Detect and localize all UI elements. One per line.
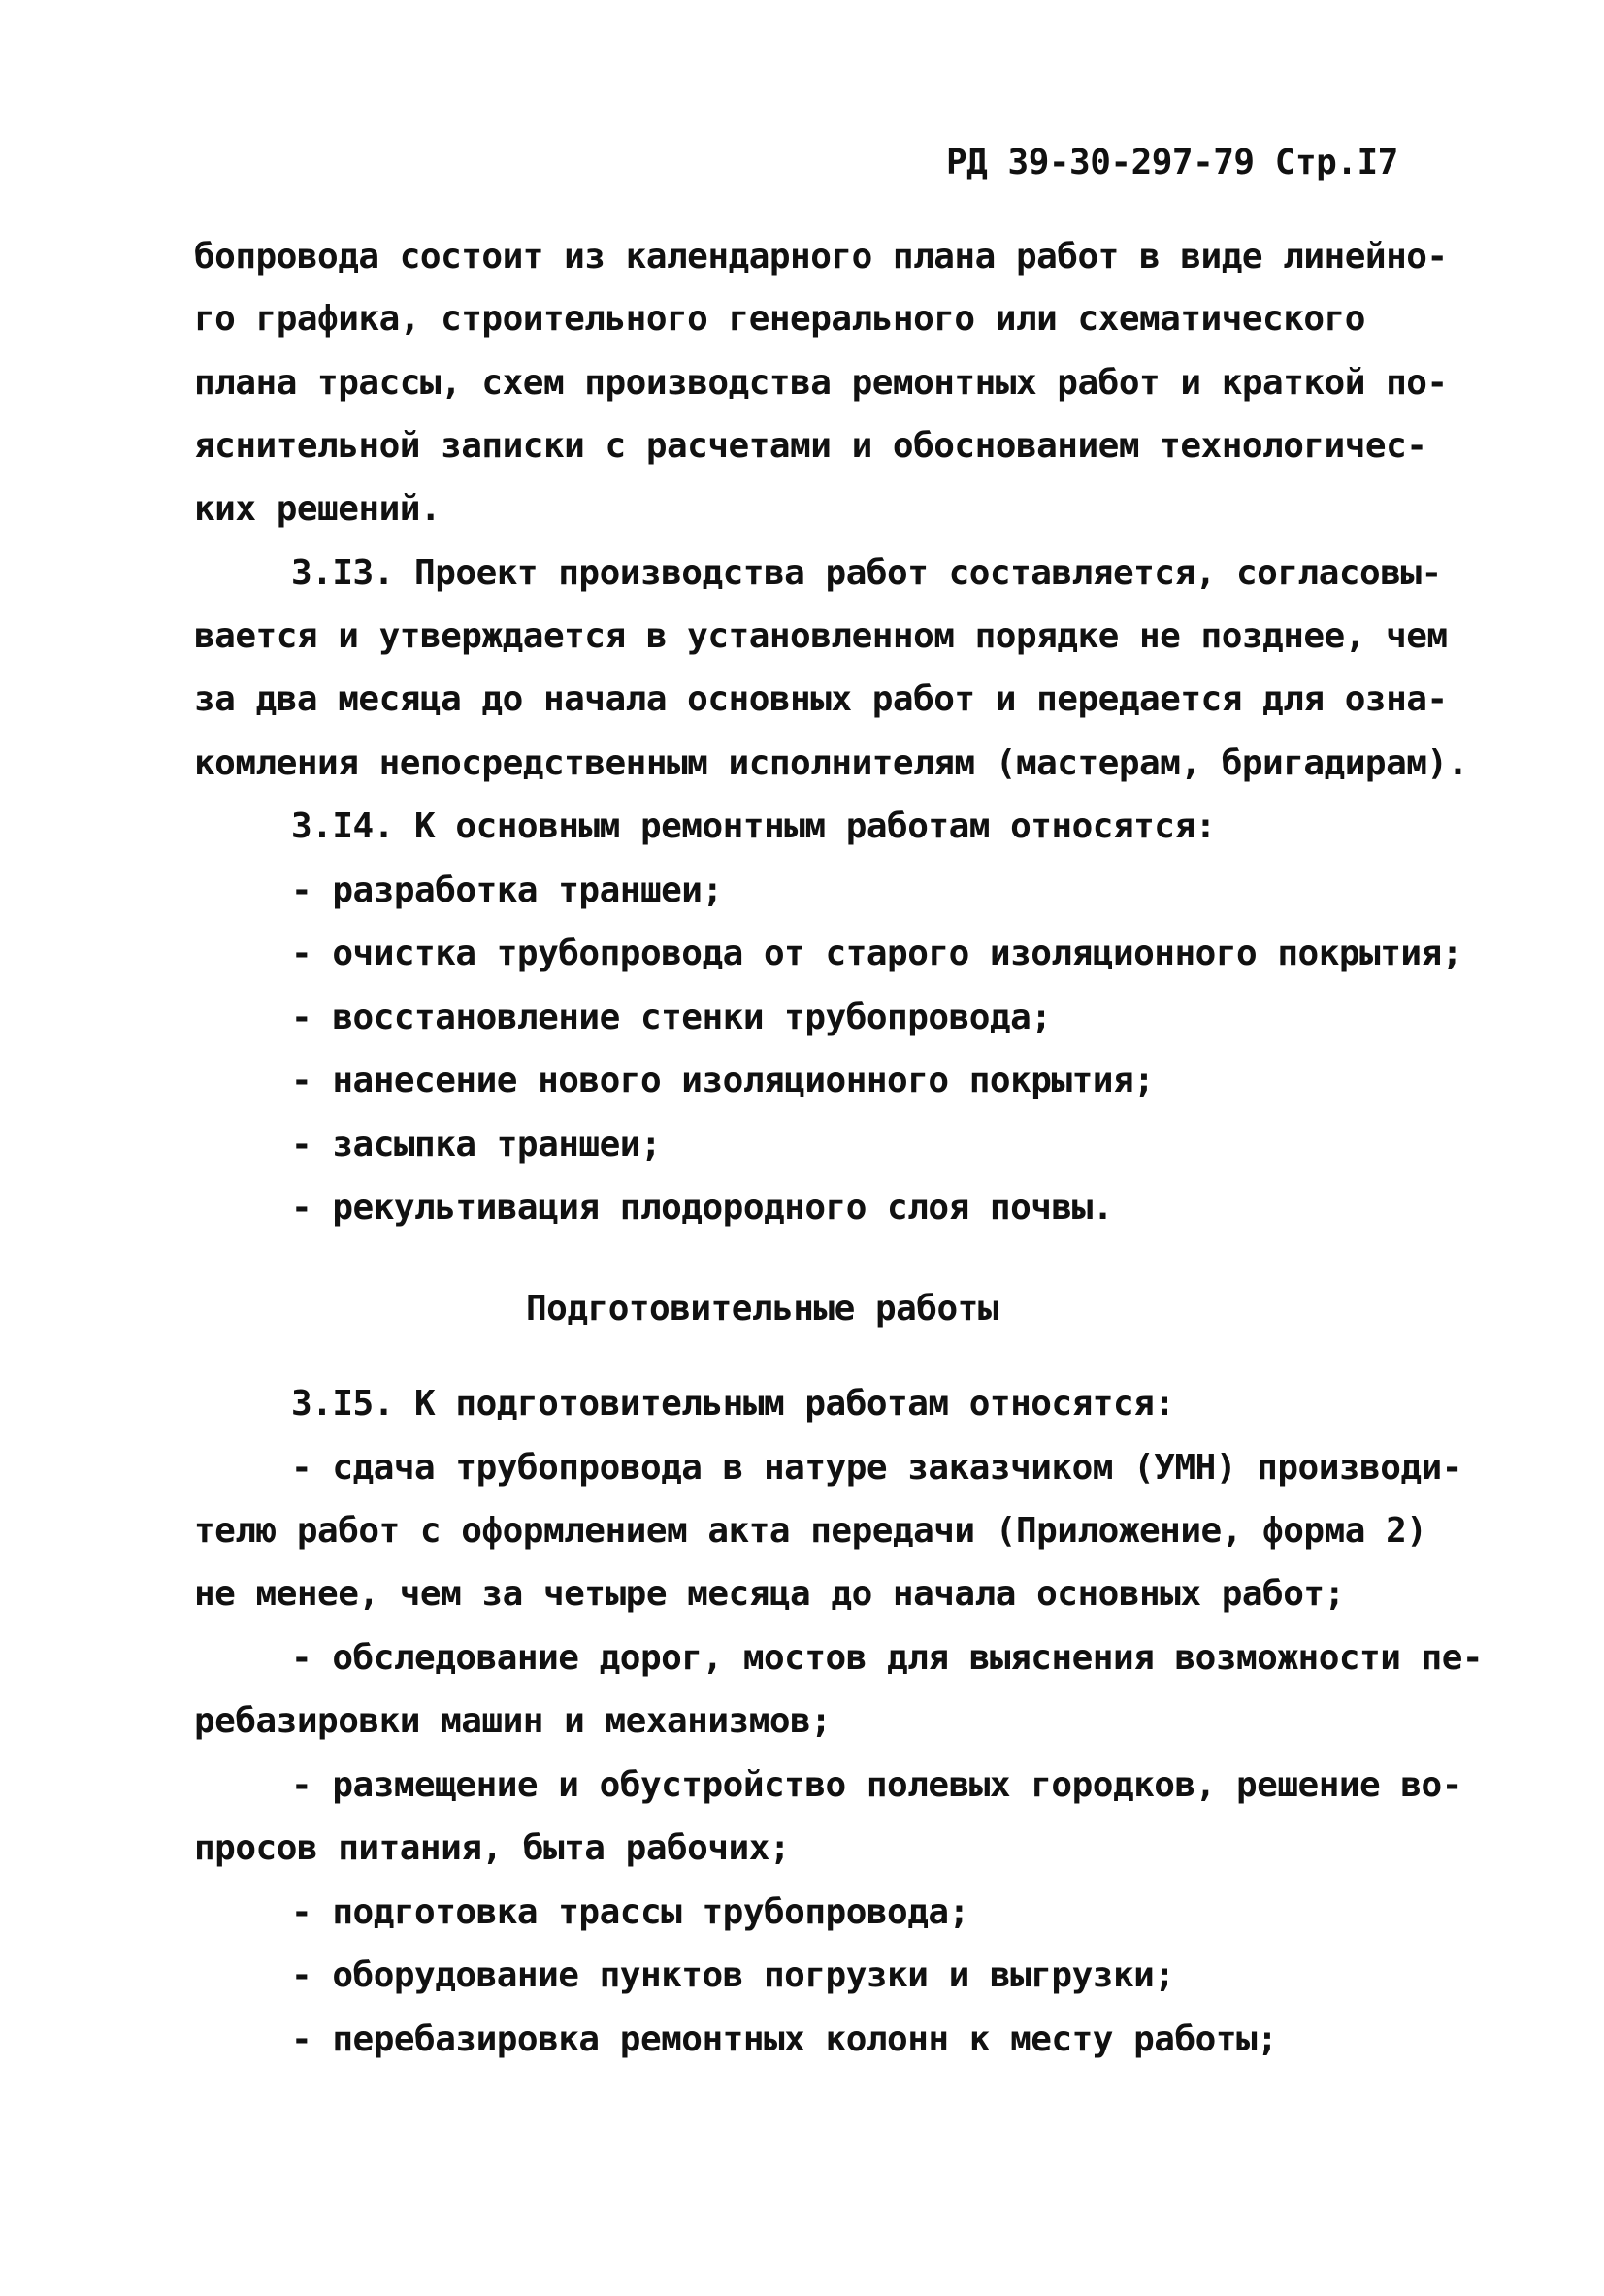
text-line: бопровода состоит из календарного плана работ в виде линейно- [194, 237, 1448, 277]
list-item: - разработка траншеи; [291, 870, 723, 910]
text-line: яснительной записки с расчетами и обоснованием технологичес- [194, 426, 1427, 466]
text-line: за два месяца до начала основных работ и передается для озна- [194, 679, 1448, 719]
page-header-doc-ref: РД 39-30-297-79 Стр.I7 [946, 143, 1398, 182]
text-line: 3.I3. Проект производства работ составляется, согласовы- [291, 553, 1442, 593]
text-line: плана трассы, схем производства ремонтных работ и краткой по- [194, 363, 1448, 403]
text-line: 3.I5. К подготовительным работам относятся: [291, 1384, 1175, 1424]
list-item: - восстановление стенки трубопровода; [291, 998, 1052, 1037]
text-line: го графика, строительного генерального или схематического [194, 299, 1365, 339]
list-item: - очистка трубопровода от старого изоляционного покрытия; [291, 934, 1462, 973]
list-item: - оборудование пунктов погрузки и выгрузки; [291, 1955, 1175, 1995]
text-line: комления непосредственным исполнителям (мастерам, бригадирам). [194, 743, 1468, 783]
list-item: - размещение и обустройство полевых городков, решение во- [291, 1765, 1462, 1805]
text-line: 3.I4. К основным ремонтным работам относятся: [291, 806, 1216, 846]
list-item: - нанесение нового изоляционного покрытия; [291, 1061, 1155, 1100]
text-line: телю работ с оформлением акта передачи (Приложение, форма 2) [194, 1511, 1427, 1551]
list-item: - засыпка траншеи; [291, 1125, 662, 1164]
list-item: - рекультивация плодородного слоя почвы. [291, 1188, 1113, 1228]
list-item: - подготовка трассы трубопровода; [291, 1892, 969, 1932]
list-item: - сдача трубопровода в натуре заказчиком (УМН) производи- [291, 1448, 1462, 1488]
text-line: просов питания, быта рабочих; [194, 1828, 791, 1868]
text-line: вается и утверждается в установленном порядке не позднее, чем [194, 616, 1448, 656]
section-heading: Подготовительные работы [526, 1289, 998, 1328]
list-item: - обследование дорог, мостов для выяснения возможности пе- [291, 1638, 1484, 1678]
text-line: ких решений. [194, 489, 442, 529]
list-item: - перебазировка ремонтных колонн к месту работы; [291, 2019, 1278, 2059]
text-line: не менее, чем за четыре месяца до начала основных работ; [194, 1574, 1345, 1614]
text-line: ребазировки машин и механизмов; [194, 1701, 832, 1741]
